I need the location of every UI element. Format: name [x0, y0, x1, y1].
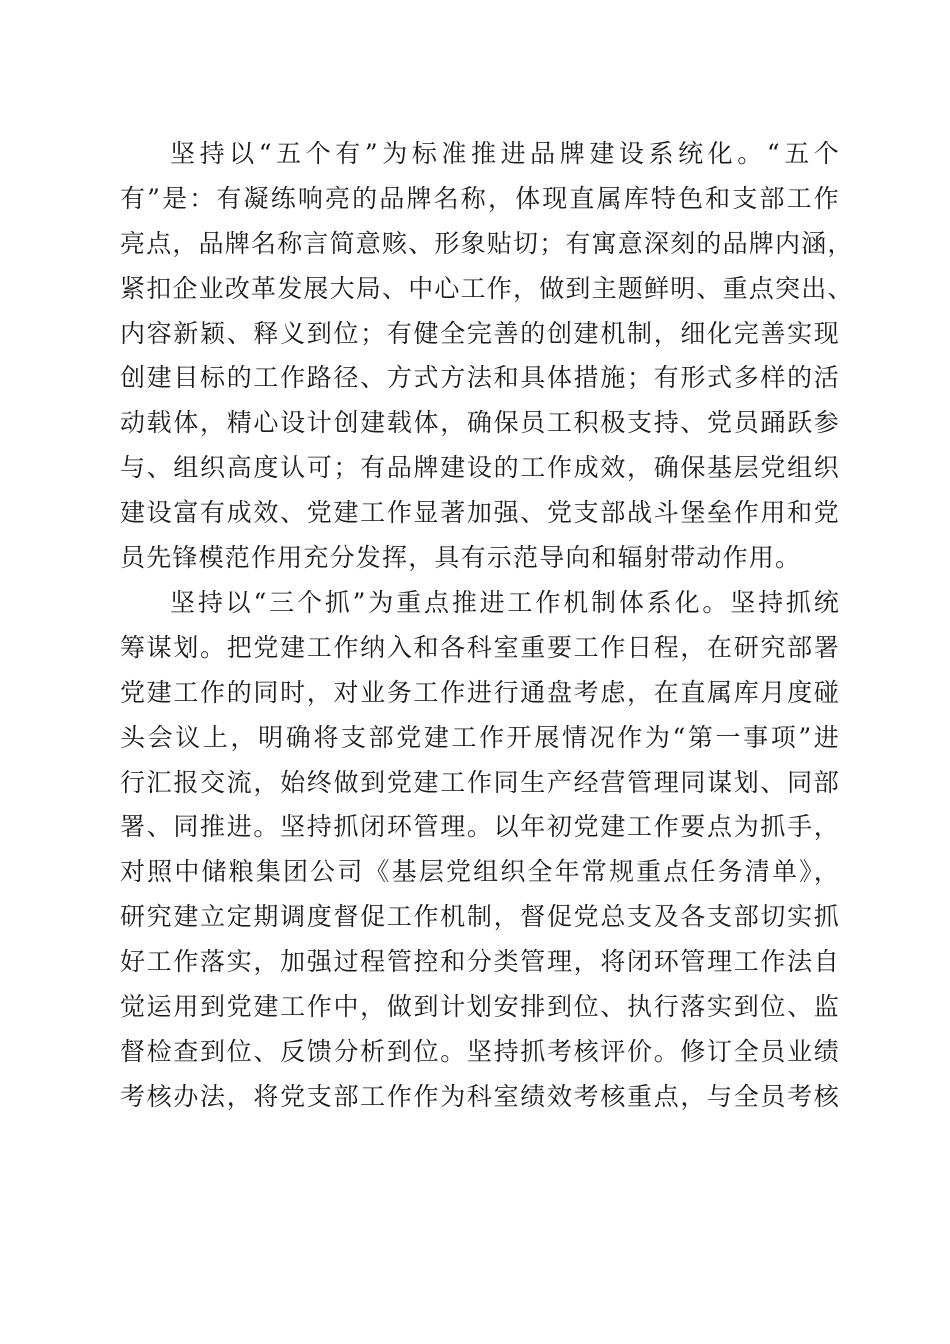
- paragraph-line: 对照中储粮集团公司《基层党组织全年常规重点任务清单》，: [120, 857, 840, 887]
- paragraph-line: 坚持以“五个有”为标准推进品牌建设系统化。“五个: [170, 139, 840, 168]
- paragraph-line: 研究建立定期调度督促工作机制，督促党总支及各支部切实抓: [120, 902, 840, 932]
- paragraph-line: 紧扣企业改革发展大局、中心工作，做到主题鲜明、重点突出、: [120, 273, 854, 303]
- paragraph-line: 员先锋模范作用充分发挥，具有示范导向和辐射带动作用。: [120, 543, 802, 573]
- paragraph-line: 有”是：有凝练响亮的品牌名称，体现直属库特色和支部工作: [120, 183, 840, 213]
- paragraph-three-grasps: [120, 581, 840, 1120]
- paragraph-line: 动载体，精心设计创建载体，确保员工积极支持、党员踊跃参: [120, 408, 840, 438]
- paragraph-line: 考核办法，将党支部工作作为科室绩效考核重点，与全员考核: [120, 1081, 840, 1111]
- paragraph-line: 筹谋划。把党建工作纳入和各科室重要工作日程，在研究部署: [120, 632, 840, 662]
- paragraph-line: 督检查到位、反馈分析到位。坚持抓考核评价。修订全员业绩: [120, 1036, 840, 1066]
- paragraph-line: 内容新颖、释义到位；有健全完善的创建机制，细化完善实现: [120, 318, 840, 348]
- paragraph-line: 头会议上，明确将支部党建工作开展情况作为“第一事项”进: [120, 722, 840, 752]
- paragraph-line: 坚持以“三个抓”为重点推进工作机制体系化。坚持抓统: [170, 588, 840, 617]
- paragraph-line: 亮点，品牌名称言简意赅、形象贴切；有寓意深刻的品牌内涵，: [120, 228, 854, 258]
- paragraph-line: 党建工作的同时，对业务工作进行通盘考虑，在直属库月度碰: [120, 677, 840, 707]
- paragraph-five-haves: [120, 132, 854, 581]
- paragraph-line: 觉运用到党建工作中，做到计划安排到位、执行落实到位、监: [120, 992, 840, 1022]
- paragraph-line: 好工作落实，加强过程管控和分类管理，将闭环管理工作法自: [120, 947, 840, 977]
- paragraph-line: 行汇报交流，始终做到党建工作同生产经营管理同谋划、同部: [120, 767, 840, 797]
- paragraph-line: 创建目标的工作路径、方式方法和具体措施；有形式多样的活: [120, 363, 840, 393]
- paragraph-line: 建设富有成效、党建工作显著加强、党支部战斗堡垒作用和党: [120, 498, 840, 528]
- paragraph-line: 与、组织高度认可；有品牌建设的工作成效，确保基层党组织: [120, 453, 840, 483]
- paragraph-line: 署、同推进。坚持抓闭环管理。以年初党建工作要点为抓手，: [120, 812, 840, 842]
